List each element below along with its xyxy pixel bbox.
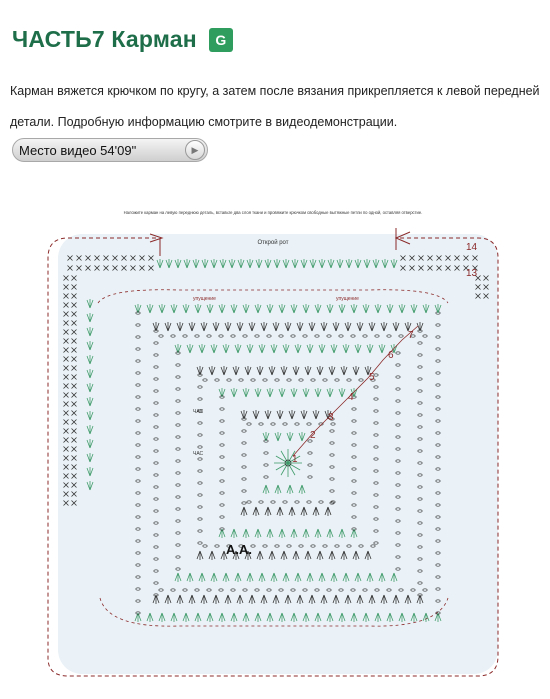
side-label-1: ЧАС [193, 409, 204, 415]
video-location-label: Место видео 54'09" [19, 142, 137, 158]
right-note-label: упущение [336, 296, 359, 302]
diagram-caption: Наложите карман на левую переднюю деталь, вставьте два слоя ткани и провяжите крючком свободные вытяжные петли по одной, оставляя отверстие. [123, 210, 423, 215]
row-number-1: 1 [292, 454, 298, 465]
row-number-2: 2 [310, 430, 316, 441]
crochet-diagram [38, 198, 508, 688]
row-number-14: 14 [466, 242, 478, 253]
video-location-button[interactable] [12, 138, 208, 162]
crochet-chart-svg [38, 198, 508, 688]
g-badge[interactable]: G [209, 28, 233, 52]
open-mouth-label: Открой рот [257, 240, 289, 246]
initials-label: А.А. [226, 542, 252, 557]
left-note-label: упущение [193, 296, 216, 302]
description-line-1: Карман вяжется крючком по кругу, а затем после вязания прикрепляется к левой передней [10, 84, 540, 98]
diagram-panel [58, 234, 498, 674]
side-label-2: ЧАС [193, 451, 204, 457]
row-number-5: 5 [369, 372, 375, 383]
row-number-4: 4 [348, 392, 354, 403]
page-title: ЧАСТЬ7 Карман [12, 26, 197, 52]
row-number-3: 3 [328, 412, 334, 423]
row-number-13: 13 [466, 268, 478, 279]
row-number-7: 7 [408, 330, 414, 341]
description [10, 76, 540, 138]
page-header [12, 26, 233, 53]
play-icon[interactable]: ▶ [185, 140, 205, 160]
description-line-2: детали. Подробную информацию смотрите в видеодемонстрации. [10, 115, 398, 129]
row-number-6: 6 [388, 350, 394, 361]
